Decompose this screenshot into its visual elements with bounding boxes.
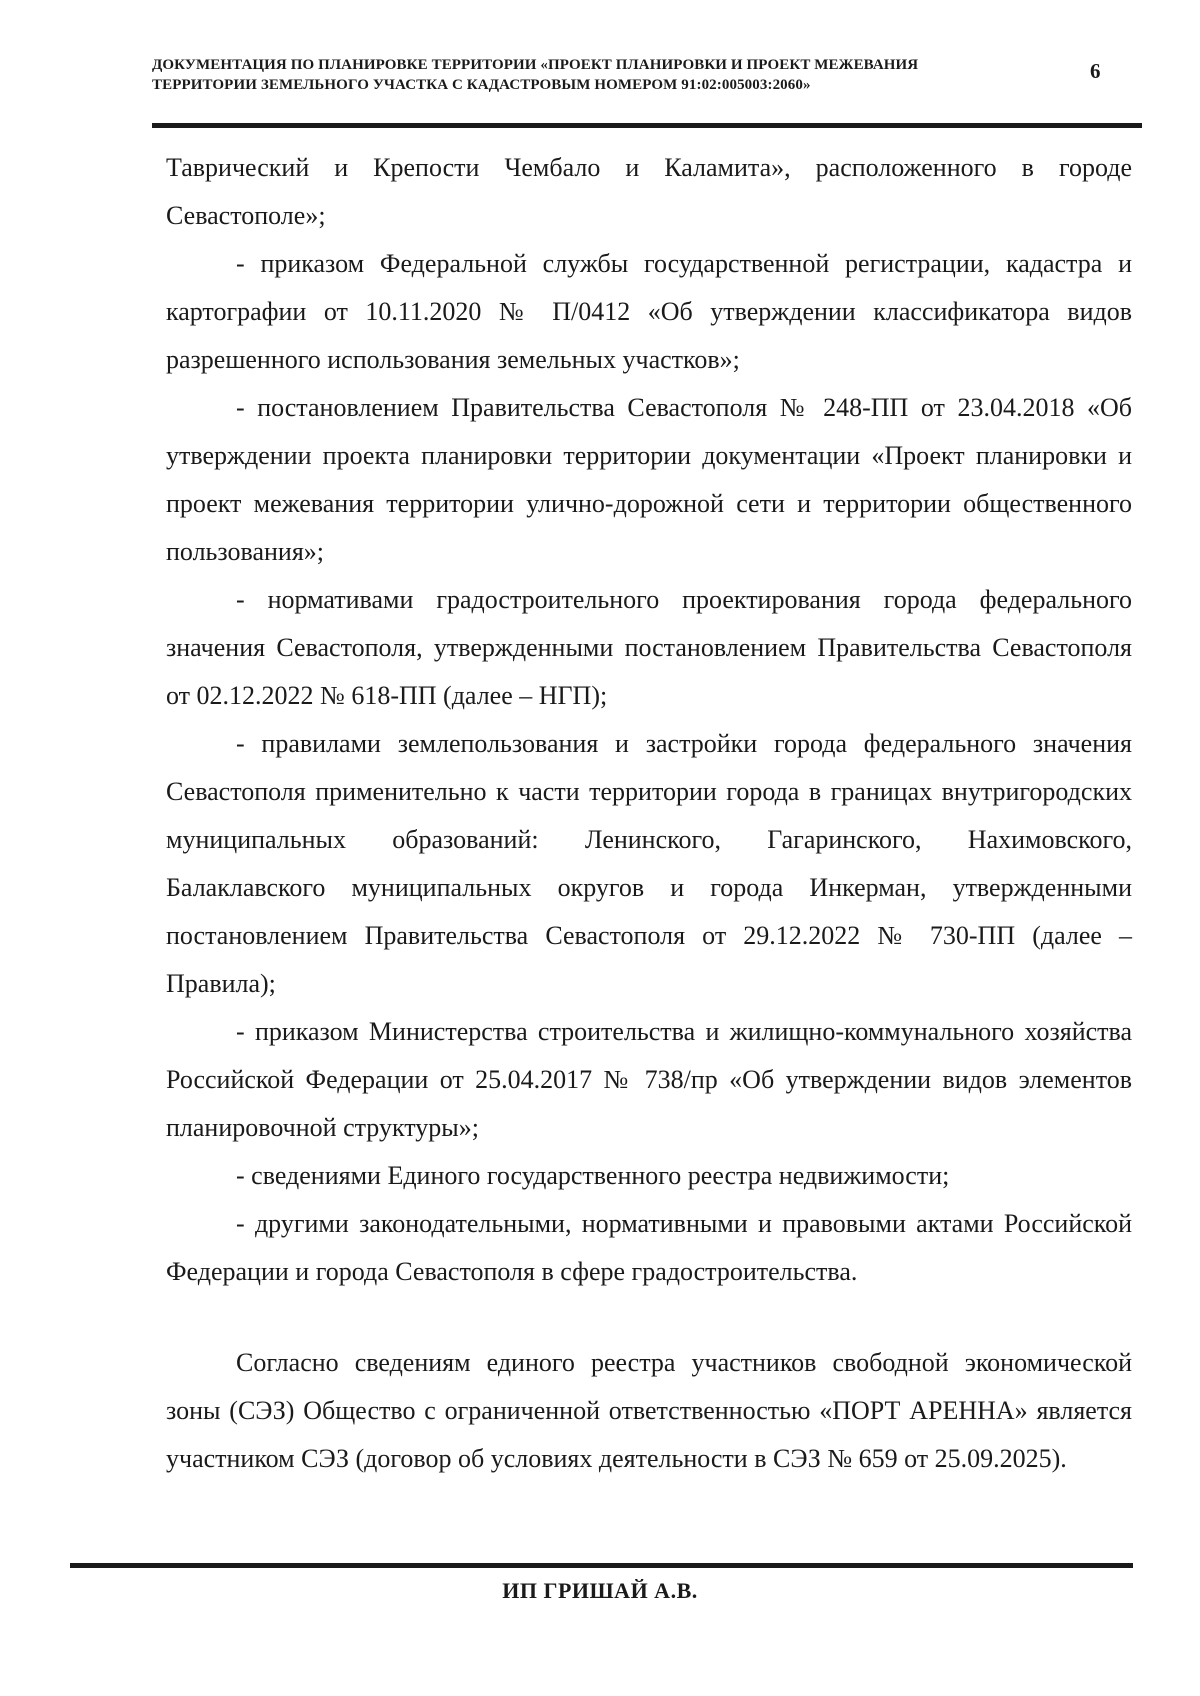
- header-divider: [152, 123, 1142, 128]
- document-header-title: [152, 55, 1002, 95]
- list-item-government-resolution-248: - постановлением Правительства Севастополя № 248-ПП от 23.04.2018 «Об утверждении проекта планировки территории документации «Проект планировки и проект межевания территории улично-дорожной сети и территории общественного пользования»;: [166, 393, 1132, 566]
- list-item-urban-planning-standards: - нормативами градостроительного проектирования города федерального значения Севастополя, утвержденными постановлением Правительства Севастополя от 02.12.2022 № 618-ПП (далее – НГП);: [166, 585, 1132, 710]
- list-item-real-estate-registry: - сведениями Единого государственного реестра недвижимости;: [236, 1161, 950, 1190]
- list-item-rosreestr-order: - приказом Федеральной службы государственной регистрации, кадастра и картографии от 10.11.2020 № П/0412 «Об утверждении классификатора видов разрешенного использования земельных участков»;: [166, 249, 1132, 374]
- list-item-ministry-order-738: - приказом Министерства строительства и жилищно-коммунального хозяйства Российской Федерации от 25.04.2017 № 738/пр «Об утверждении видов элементов планировочной структуры»;: [166, 1017, 1132, 1142]
- paragraph-sez-participant: Согласно сведениям единого реестра участников свободной экономической зоны (СЭЗ) Общество с ограниченной ответственностью «ПОРТ АРЕННА» является участником СЭЗ (договор об условиях деятельности в СЭЗ № 659 от 25.09.2025).: [166, 1348, 1132, 1473]
- list-item-land-use-rules: - правилами землепользования и застройки города федерального значения Севастополя применительно к части территории города в границах внутригородских муниципальных образований: Ленинского, Гагаринского, Нахимовского, Балаклавского муниципальных округов и города Инкерман, утвержденными постановлением Правительства Севастополя от 29.12.2022 № 730-ПП (далее – Правила);: [166, 729, 1132, 998]
- page-number: 6: [1090, 59, 1101, 83]
- paragraph-continuation: Таврический и Крепости Чембало и Каламита», расположенного в городе Севастополе»;: [166, 153, 1132, 230]
- header-title-line-1: ДОКУМЕНТАЦИЯ ПО ПЛАНИРОВКЕ ТЕРРИТОРИИ «ПРОЕКТ ПЛАНИРОВКИ И ПРОЕКТ МЕЖЕВАНИЯ: [152, 57, 919, 73]
- footer-divider: [70, 1563, 1133, 1568]
- list-item-other-acts: - другими законодательными, нормативными и правовыми актами Российской Федерации и города Севастополя в сфере градостроительства.: [166, 1209, 1132, 1286]
- header-title-line-2: ТЕРРИТОРИИ ЗЕМЕЛЬНОГО УЧАСТКА С КАДАСТРОВЫМ НОМЕРОМ 91:02:005003:2060»: [152, 77, 811, 93]
- footer-author: ИП ГРИШАЙ А.В.: [502, 1578, 698, 1603]
- document-body: [166, 144, 1132, 1483]
